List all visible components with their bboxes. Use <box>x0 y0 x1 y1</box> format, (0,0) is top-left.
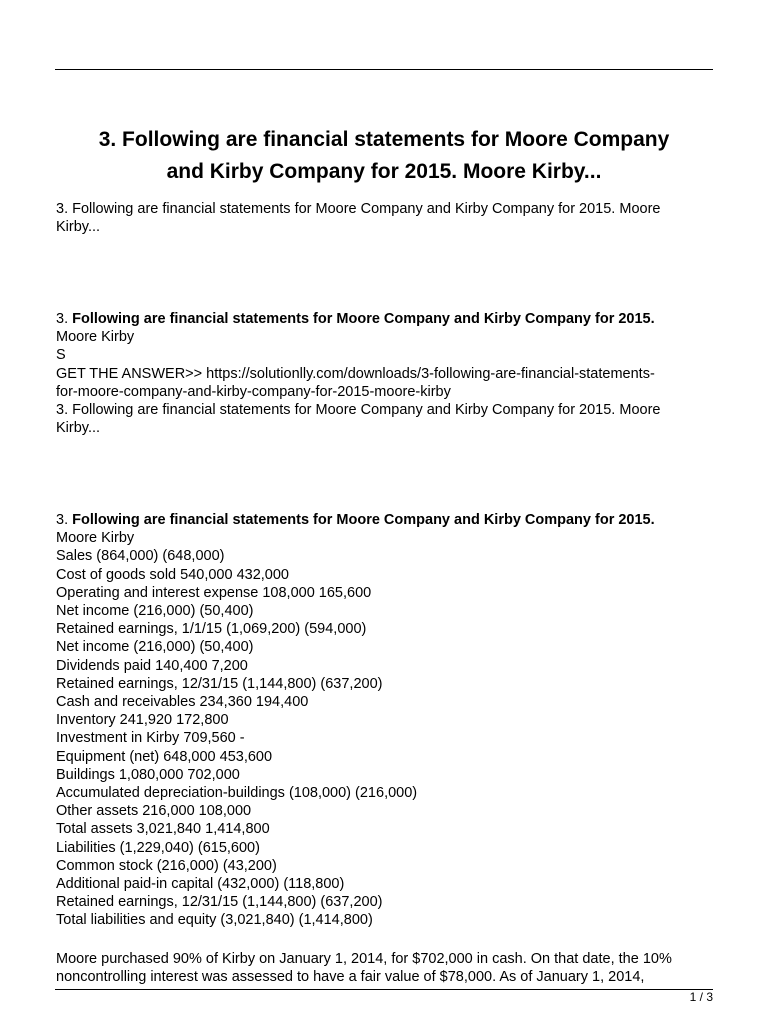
statement-row: Net income (216,000) (50,400) <box>56 603 254 620</box>
closing-line-1: Moore purchased 90% of Kirby on January 1, 2014, for $702,000 in cash. On that date, the 10% <box>56 951 672 967</box>
statement-row: Total assets 3,021,840 1,414,800 <box>56 821 270 838</box>
statement-row: Accumulated depreciation-buildings (108,000) (216,000) <box>56 785 418 802</box>
statement-row: Inventory 241,920 172,800 <box>56 712 229 729</box>
statement-row: Additional paid-in capital (432,000) (118,800) <box>56 876 345 893</box>
section3-heading: Following are financial statements for Moore Company and Kirby Company for 2015. <box>72 512 655 528</box>
statement-row: Retained earnings, 1/1/15 (1,069,200) (594,000) <box>56 621 367 638</box>
section2-repeat-line-2: Kirby... <box>56 420 101 437</box>
statement-row: Liabilities (1,229,040) (615,600) <box>56 839 260 856</box>
answer-link-line-1[interactable]: GET THE ANSWER>> https://solutionlly.com/downloads/3-following-are-financial-statements- <box>56 365 655 382</box>
statement-row: Retained earnings, 12/31/15 (1,144,800) (637,200) <box>56 675 383 692</box>
closing-paragraph <box>56 950 716 986</box>
page-number: 1 / 3 <box>689 990 713 1004</box>
answer-section <box>56 310 716 437</box>
statement-row: Total liabilities and equity (3,021,840) (1,414,800) <box>56 912 373 929</box>
header-rule <box>55 69 713 70</box>
statement-row: Dividends paid 140,400 7,200 <box>56 657 248 674</box>
statement-row: Investment in Kirby 709,560 - <box>56 730 245 747</box>
section2-heading-line <box>56 310 716 328</box>
section2-repeat-line-1: 3. Following are financial statements for Moore Company and Kirby Company for 2015. Moore <box>56 402 661 419</box>
intro-paragraph <box>56 200 716 236</box>
section2-prefix: 3. <box>56 311 73 327</box>
intro-line-2: Kirby... <box>56 219 101 236</box>
statement-row: Retained earnings, 12/31/15 (1,144,800) (637,200) <box>56 894 383 911</box>
statement-row: Cash and receivables 234,360 194,400 <box>56 694 309 711</box>
answer-link-line-2[interactable]: for-moore-company-and-kirby-company-for-2015-moore-kirby <box>56 383 451 400</box>
section3-prefix: 3. <box>56 512 73 528</box>
statement-row: Net income (216,000) (50,400) <box>56 639 254 656</box>
section2-s: S <box>56 347 66 364</box>
section2-moore-kirby: Moore Kirby <box>56 329 135 346</box>
closing-line-2: noncontrolling interest was assessed to have a fair value of $78,000. As of January 1, 2014, <box>56 969 645 986</box>
statement-row: Sales (864,000) (648,000) <box>56 548 225 565</box>
document-title <box>55 124 713 188</box>
intro-line-1: 3. Following are financial statements for Moore Company and Kirby Company for 2015. Moore <box>56 201 661 217</box>
title-line-1: 3. Following are financial statements for Moore Company <box>98 128 670 151</box>
title-line-2: and Kirby Company for 2015. Moore Kirby... <box>166 160 602 183</box>
financial-statements <box>56 511 716 930</box>
statement-row: Other assets 216,000 108,000 <box>56 803 252 820</box>
section2-heading: Following are financial statements for Moore Company and Kirby Company for 2015. <box>72 311 655 327</box>
statement-row: Common stock (216,000) (43,200) <box>56 857 277 874</box>
section3-heading-line <box>56 511 716 529</box>
statement-row: Cost of goods sold 540,000 432,000 <box>56 566 289 583</box>
statement-row: Operating and interest expense 108,000 165,600 <box>56 584 372 601</box>
columns-line: Moore Kirby <box>56 530 135 547</box>
statement-row: Buildings 1,080,000 702,000 <box>56 766 240 783</box>
statement-row: Equipment (net) 648,000 453,600 <box>56 748 273 765</box>
